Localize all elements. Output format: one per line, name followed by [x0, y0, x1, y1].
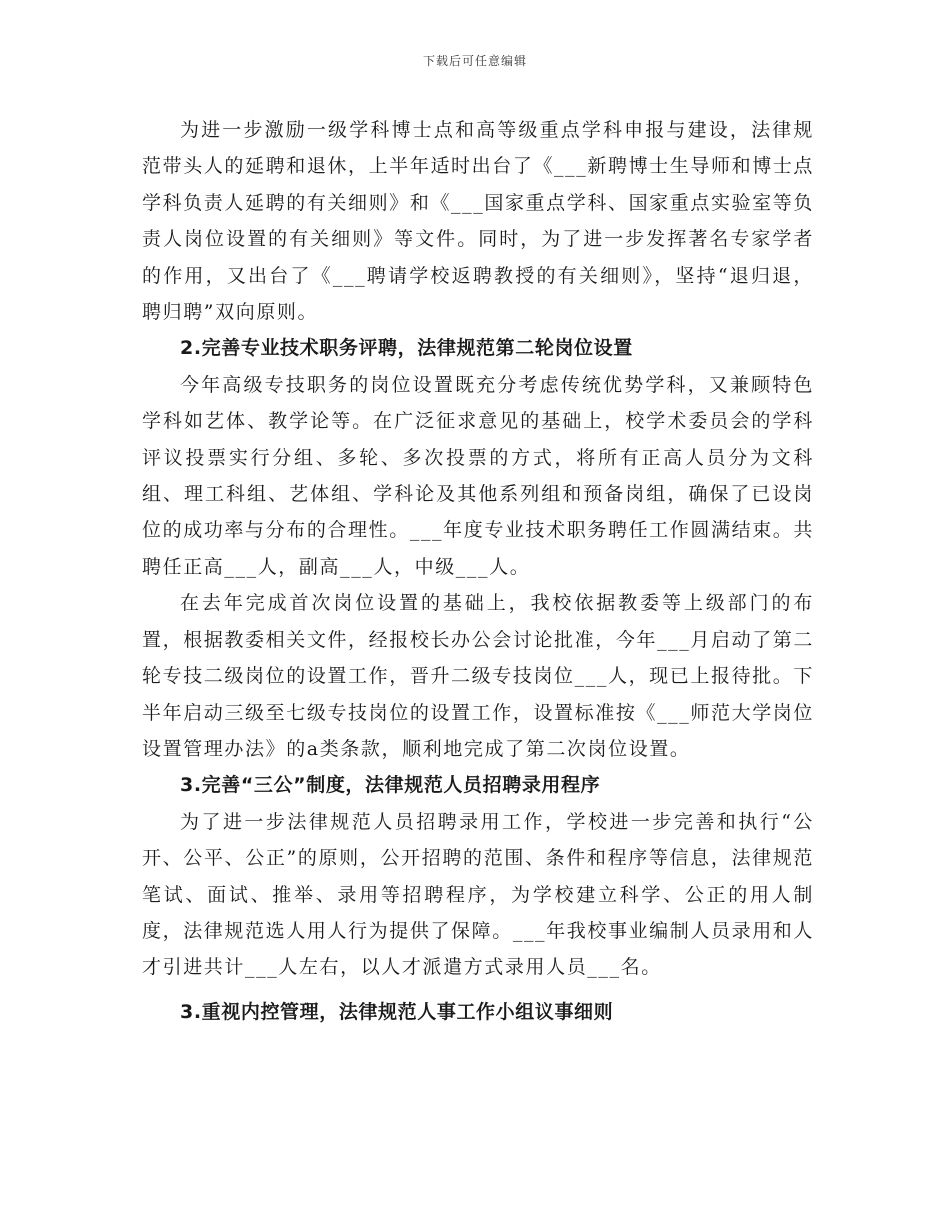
- paragraph-post-setting: 在去年完成首次岗位设置的基础上，我校依据教委等上级部门的布置，根据教委相关文件，经报校长办公会讨论批准，今年___月启动了第二轮专技二级岗位的设置工作，晋升二级专技岗位___人，现已上报待批。下半年启动三级至七级专技岗位的设置工作，设置标准按《___师范大学岗位设置管理办法》的a类条款，顺利地完成了第二次岗位设置。: [142, 592, 814, 760]
- section-heading-3: 3.完善“三公”制度，法律规范人员招聘录用程序: [180, 774, 601, 797]
- paragraph-appointment-rules: 为进一步激励一级学科博士点和高等级重点学科申报与建设，法律规范带头人的延聘和退休，上半年适时出台了《___新聘博士生导师和博士点学科负责人延聘的有关细则》和《___国家重点学科、国家重点实验室等负责人岗位设置的有关细则》等文件。同时，为了进一步发挥著名专家学者的作用，又出台了《___聘请学校返聘教授的有关细则》，坚持“退归退，聘归聘”双向原则。: [142, 119, 814, 324]
- document-body: [142, 112, 814, 1030]
- section-heading-2: 2.完善专业技术职务评聘，法律规范第二轮岗位设置: [180, 337, 633, 360]
- page-header: 下载后可任意编辑: [422, 54, 527, 68]
- paragraph-title-evaluation: 今年高级专技职务的岗位设置既充分考虑传统优势学科，又兼顾特色学科如艺体、教学论等。在广泛征求意见的基础上，校学术委员会的学科评议投票实行分组、多轮、多次投票的方式，将所有正高人员分为文科组、理工科组、艺体组、学科论及其他系列组和预备岗组，确保了已设岗位的成功率与分布的合理性。___年度专业技术职务聘任工作圆满结束。共聘任正高___人，副高___人，中级___人。: [142, 373, 814, 578]
- section-heading-4: 3.重视内控管理，法律规范人事工作小组议事细则: [180, 1000, 614, 1023]
- paragraph-recruitment: 为了进一步法律规范人员招聘录用工作，学校进一步完善和执行“公开、公平、公正”的原则，公开招聘的范围、条件和程序等信息，法律规范笔试、面试、推举、录用等招聘程序，为学校建立科学、公正的用人制度，法律规范选人用人行为提供了保障。___年我校事业编制人员录用和人才引进共计___人左右，以人才派遣方式录用人员___名。: [142, 810, 814, 979]
